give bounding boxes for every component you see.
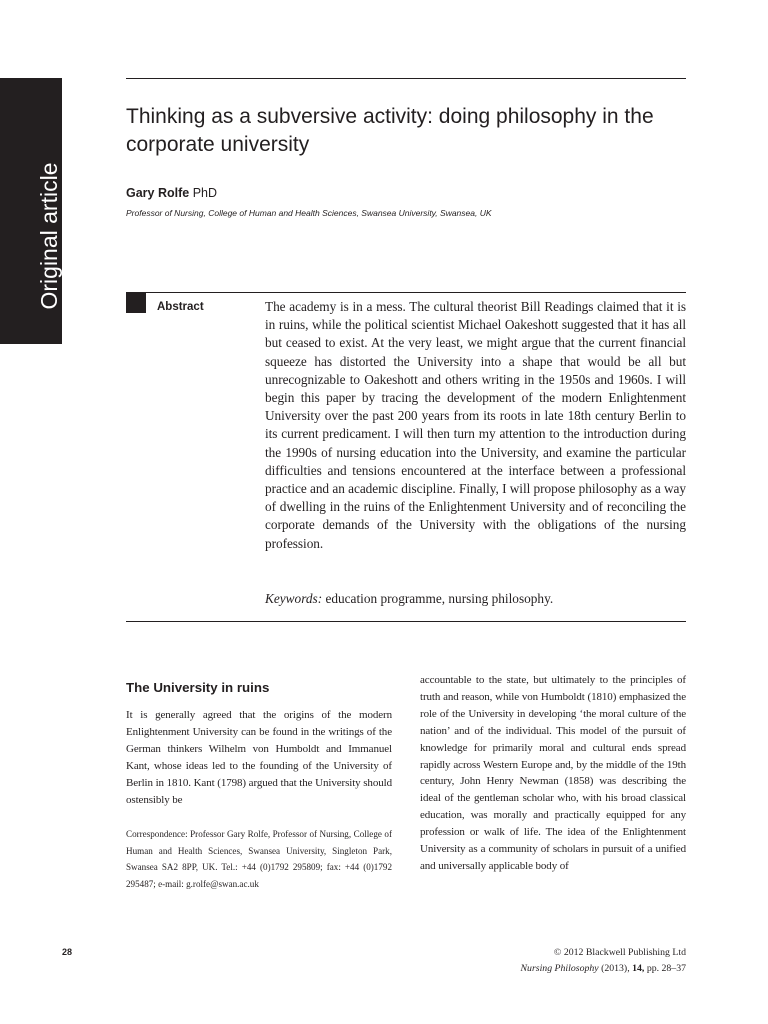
keywords-value: education programme, nursing philosophy. — [325, 591, 554, 606]
correspondence-note: Correspondence: Professor Gary Rolfe, Professor of Nursing, College of Human and Health Sciences, Swansea University, Singleton Park, Swansea SA2 8PP, UK. Tel.: +44 (0)1792 295809; fax: +44 (0)1792 295487; e-mail: g.rolfe@swan.ac.uk — [126, 829, 392, 890]
side-tab — [0, 78, 62, 344]
author-line — [126, 185, 217, 201]
author-degree: PhD — [192, 186, 218, 200]
section-heading: The University in ruins — [126, 680, 270, 695]
abstract-top-rule — [126, 292, 686, 293]
body-left-column: It is generally agreed that the origins of the modern Enlightenment University can be found in the writings of the German thinkers Wilhelm von Humboldt and Immanuel Kant, whose ideas led to the founding of the University of Berlin in 1810. Kant (1798) argued that the University should ostensibly be — [126, 709, 392, 806]
abstract-marker — [126, 293, 146, 313]
body-right-column: accountable to the state, but ultimately to the principles of truth and reason, while von Humboldt (1810) emphasized the role of the University in developing ‘the moral culture of the nation’ and of the individual. This model of the pursuit of knowledge for primarily moral and cultural ends spread rapidly across Western Europe and, by the middle of the 19th century, John Henry Newman (1858) was describing the ideal of the gentleman scholar who, with his broad classical education, was morally and practically equipped for any profession or walk of life. The idea of the Enlightenment University as a community of scholars in pursuit of a unified and universally applicable body of — [420, 674, 686, 872]
keywords-line — [265, 590, 553, 608]
citation-line — [521, 962, 686, 976]
journal-name: Nursing Philosophy — [520, 963, 599, 974]
abstract-text: The academy is in a mess. The cultural theorist Bill Readings claimed that it is in ruins, while the political scientist Michael Oakeshott suggested that it has all but ceased to exist. At the very least, we might argue that the current financial squeeze has distorted the University into a shape that would be all but unrecognizable to Oakeshott and others writing in the 1950s and 1960s. I will begin this paper by tracing the development of the modern Enlightenment University over the past 200 years from its roots in late 18th century Berlin to its current predicament. I will then turn my attention to the introduction during the 1990s of nursing education into the University, and examine the particular difficulties and tensions encountered at the interface between a professional practice and an academic discipline. Finally, I will propose philosophy as a way of dwelling in the ruins of the Enlightenment University and of reconciling the corporate demands of the University with the obligations of the nursing profession. — [265, 299, 686, 551]
journal-pages: pp. 28–37 — [646, 963, 686, 974]
publisher-line: © 2012 Blackwell Publishing Ltd — [553, 947, 686, 958]
article-type-label: Original article — [36, 162, 62, 310]
page-number: 28 — [62, 947, 73, 957]
abstract-bottom-rule — [126, 621, 686, 622]
article-title: Thinking as a subversive activity: doing philosophy in the corporate university — [126, 105, 654, 156]
abstract-label: Abstract — [157, 301, 204, 313]
keywords-label: Keywords: — [265, 591, 323, 606]
top-rule — [126, 78, 686, 79]
journal-year: (2013), — [601, 963, 630, 974]
journal-volume: 14, — [632, 963, 645, 974]
author-affiliation: Professor of Nursing, College of Human and Health Sciences, Swansea University, Swansea, UK — [126, 208, 492, 218]
author-name: Gary Rolfe — [126, 186, 190, 200]
